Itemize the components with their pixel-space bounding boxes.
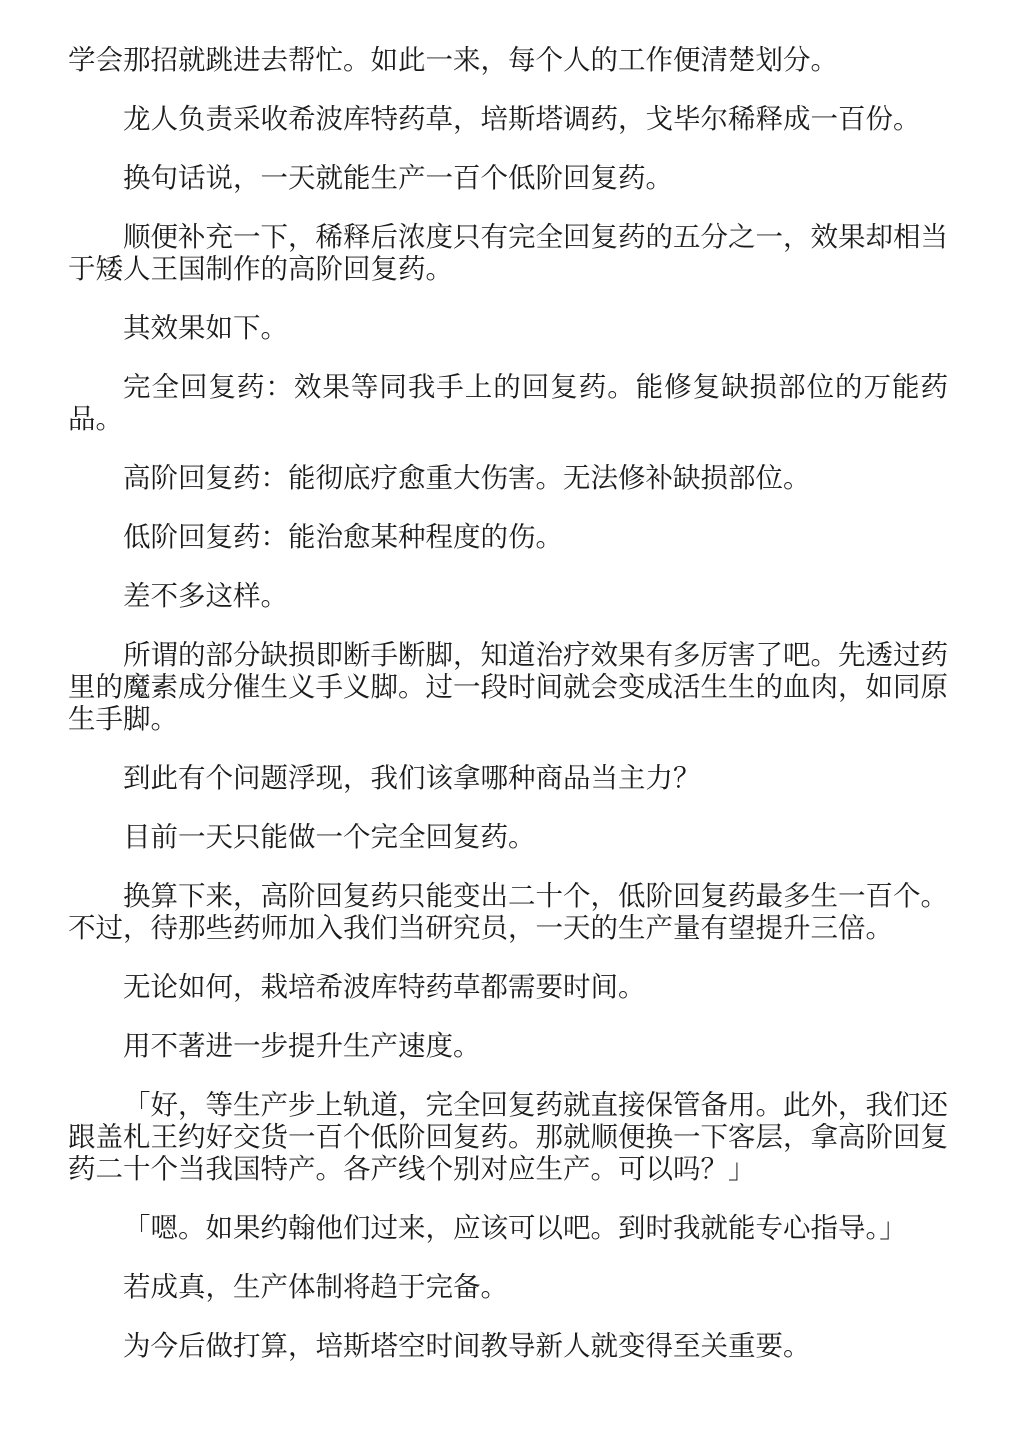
paragraph: 换句话说，一天就能生产一百个低阶回复药。	[123, 162, 673, 194]
paragraph-continuation: 学会那招就跳进去帮忙。如此一来，每个人的工作便清楚划分。	[68, 44, 838, 76]
paragraph: 换算下来，高阶回复药只能变出二十个，低阶回复药最多生一百个。不过，待那些药师加入我们当研究员，一天的生产量有望提升三倍。	[68, 880, 948, 944]
paragraph: 龙人负责采收希波库特药草，培斯塔调药，戈毕尔稀释成一百份。	[123, 103, 921, 135]
paragraph: 无论如何，栽培希波库特药草都需要时间。	[123, 971, 646, 1003]
dialogue-paragraph: 「嗯。如果约翰他们过来，应该可以吧。到时我就能专心指导。」	[123, 1212, 907, 1244]
paragraph: 完全回复药：效果等同我手上的回复药。能修复缺损部位的万能药品。	[68, 371, 948, 435]
paragraph: 差不多这样。	[123, 580, 288, 612]
paragraph: 到此有个问题浮现，我们该拿哪种商品当主力？	[123, 762, 701, 794]
paragraph: 高阶回复药：能彻底疗愈重大伤害。无法修补缺损部位。	[123, 462, 811, 494]
paragraph: 用不著进一步提升生产速度。	[123, 1030, 481, 1062]
document-page	[68, 44, 948, 1389]
paragraph: 为今后做打算，培斯塔空时间教导新人就变得至关重要。	[123, 1330, 811, 1362]
dialogue-paragraph: 「好，等生产步上轨道，完全回复药就直接保管备用。此外，我们还跟盖札王约好交货一百个低阶回复药。那就顺便换一下客层，拿高阶回复药二十个当我国特产。各产线个别对应生产。可以吗？」	[68, 1089, 948, 1185]
paragraph: 顺便补充一下，稀释后浓度只有完全回复药的五分之一，效果却相当于矮人王国制作的高阶回复药。	[68, 221, 948, 285]
paragraph: 所谓的部分缺损即断手断脚，知道治疗效果有多厉害了吧。先透过药里的魔素成分催生义手义脚。过一段时间就会变成活生生的血肉，如同原生手脚。	[68, 639, 948, 735]
paragraph: 目前一天只能做一个完全回复药。	[123, 821, 536, 853]
paragraph: 若成真，生产体制将趋于完备。	[123, 1271, 508, 1303]
paragraph: 其效果如下。	[123, 312, 288, 344]
paragraph: 低阶回复药：能治愈某种程度的伤。	[123, 521, 563, 553]
